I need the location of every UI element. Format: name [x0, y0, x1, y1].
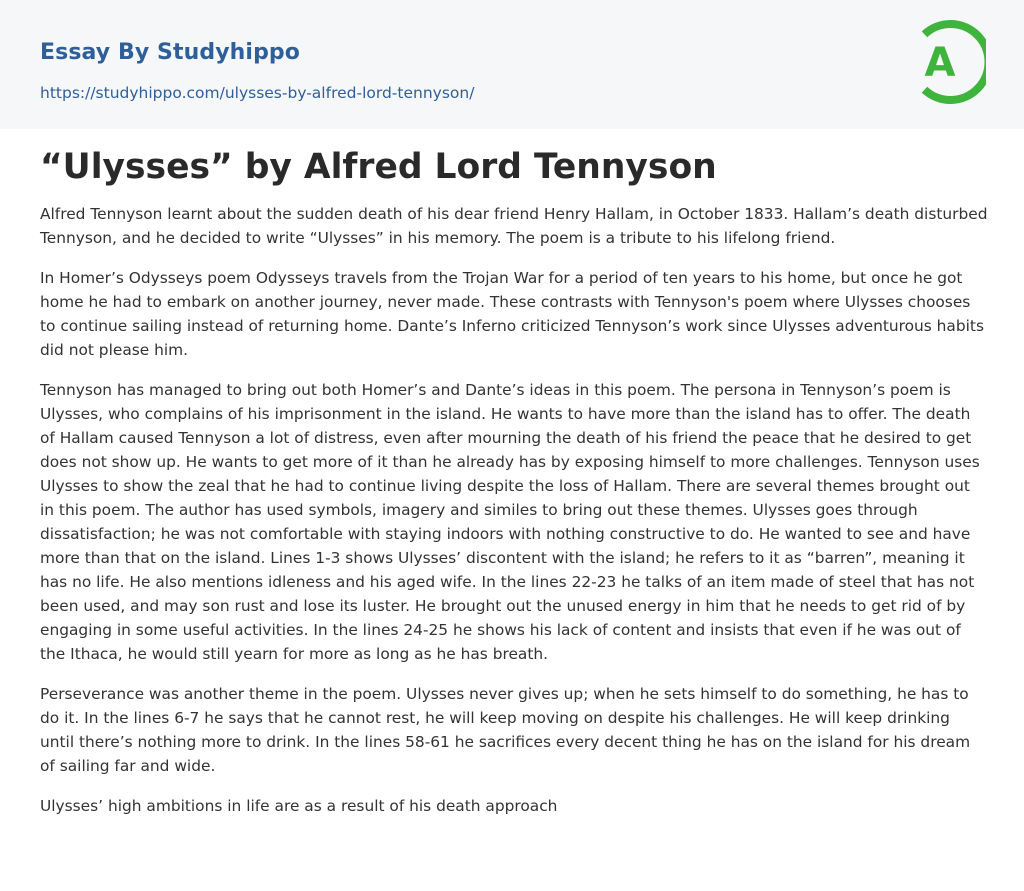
article-paragraph: In Homer’s Odysseys poem Odysseys travels from the Trojan War for a period of ten years to his home, but once he got home he had to embark on another journey, never made. These contrasts with Tennyson's poem where Ulysses chooses to continue sailing instead of returning home. Dante’s Inferno criticized Tennyson’s work since Ulysses adventurous habits did not please him.	[40, 269, 984, 359]
article-paragraph: Ulysses’ high ambitions in life are as a result of his death approach	[40, 797, 558, 815]
logo-letter: A	[924, 40, 956, 86]
article-paragraph: Perseverance was another theme in the poem. Ulysses never gives up; when he sets himself to do something, he has to do it. In the lines 6-7 he says that he cannot rest, he will keep moving on despite his challenges. He will keep drinking until there’s nothing more to drink. In the lines 58-61 he sacrifices every decent thing he has on the island for his dream of sailing far and wide.	[40, 685, 971, 775]
site-brand[interactable]: Essay By Studyhippo	[40, 40, 300, 65]
article-paragraph: Tennyson has managed to bring out both Homer’s and Dante’s ideas in this poem. The persona in Tennyson’s poem is Ulysses, who complains of his imprisonment in the island. He wants to have more than the island has to offer. The death of Hallam caused Tennyson a lot of distress, even after mourning the death of his friend the peace that he desired to get does not show up. He wants to get more of it than he already has by exposing himself to more challenges. Tennyson uses Ulysses to show the zeal that he had to continue living despite the loss of Hallam. There are several themes brought out in this poem. The author has used symbols, imagery and similes to bring out these themes. Ulysses goes through dissatisfaction; he was not comfortable with staying indoors with nothing constructive to do. He wanted to see and have more than that on the island. Lines 1-3 shows Ulysses’ discontent with the island; he refers to it as “barren”, meaning it has no life. He also mentions idleness and his aged wife. In the lines 22-23 he talks of an item made of steel that has not been used, and may son rust and lose its luster. He brought out the unused energy in him that he needs to get rid of by engaging in some useful activities. In the lines 24-25 he shows his lack of content and insists that even if he was out of the Ithaca, he would still yearn for more as long as he has breath.	[40, 381, 980, 663]
article-title: “Ulysses” by Alfred Lord Tennyson	[40, 147, 717, 187]
article-paragraph: Alfred Tennyson learnt about the sudden death of his dear friend Henry Hallam, in October 1833. Hallam’s death disturbed Tennyson, and he decided to write “Ulysses” in his memory. The poem is a tribute to his lifelong friend.	[40, 205, 988, 247]
site-header	[0, 0, 1024, 129]
essay-url-link[interactable]: https://studyhippo.com/ulysses-by-alfred-lord-tennyson/	[40, 84, 475, 102]
article	[40, 140, 988, 834]
studyhippo-logo-icon[interactable]	[912, 19, 986, 105]
